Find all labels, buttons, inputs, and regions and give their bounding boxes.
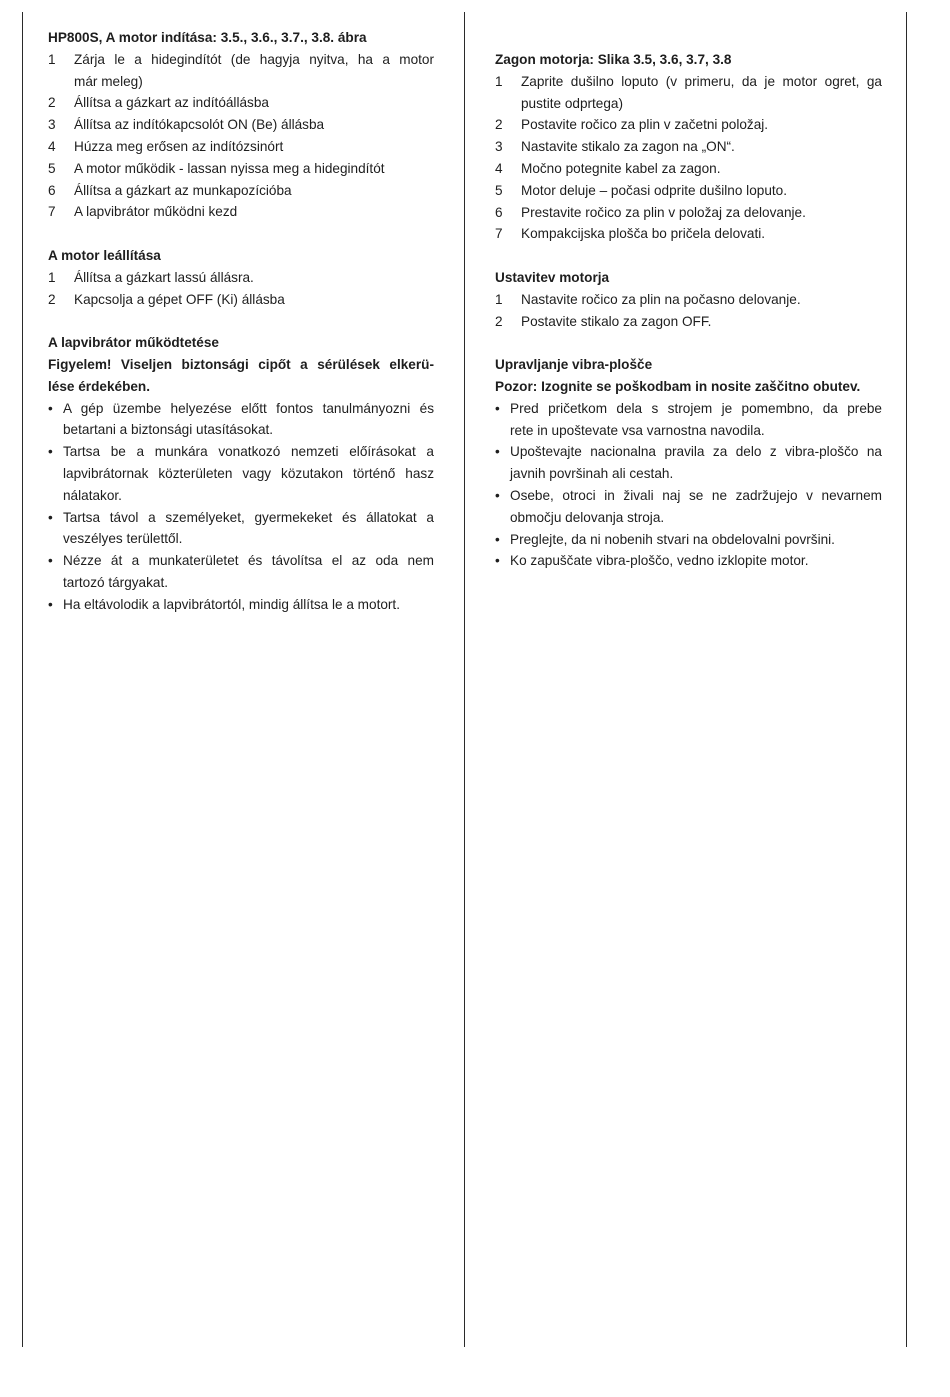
step-text — [74, 114, 434, 136]
step-text — [521, 71, 882, 115]
stop-steps-list — [495, 289, 882, 333]
step-number: 1 — [48, 269, 56, 285]
text-line: Motor deluje – počasi odprite dušilno loputo. — [521, 182, 788, 198]
bullet-item — [495, 550, 882, 572]
step-number: 4 — [48, 138, 56, 154]
text-line: Kapcsolja a gépet OFF (Ki) állásba — [74, 291, 285, 307]
text-line: A gép üzembe helyezése előtt fontos tanulmányozni és — [63, 400, 434, 416]
numbered-step — [495, 202, 882, 224]
center-divider-rule — [464, 12, 465, 1347]
bullet-text — [510, 441, 882, 485]
hungarian-column — [48, 27, 434, 616]
text-line: lapvibrátornak közterületen vagy közutakon történő hasz — [63, 465, 434, 481]
text-line: már meleg) — [74, 73, 143, 89]
text-line: pustite odprtega) — [521, 95, 624, 111]
start-steps-list — [495, 71, 882, 245]
step-number: 5 — [48, 160, 56, 176]
numbered-step — [495, 289, 882, 311]
text-line: Preglejte, da ni nobenih stvari na obdelovalni površini. — [510, 531, 835, 547]
safety-warning — [495, 376, 882, 398]
text-line: območju delovanja stroja. — [510, 509, 665, 525]
step-number: 1 — [48, 51, 56, 67]
bullet-item — [495, 398, 882, 442]
text-line: Zárja le a hidegindítót (de hagyja nyitva, ha a motor — [74, 51, 434, 67]
numbered-step — [48, 158, 434, 180]
text-line: Pred pričetkom dela s strojem je pomembno, da prebe — [510, 400, 882, 416]
text-line: Ko zapuščate vibra-ploščo, vedno izklopite motor. — [510, 553, 809, 569]
safety-warning — [48, 354, 434, 398]
text-line: Állítsa a gázkart az munkapozícióba — [74, 182, 292, 198]
bullet-marker: • — [495, 487, 500, 503]
step-text — [521, 158, 882, 180]
text-line: rete in upoštevate vsa varnostna navodila. — [510, 422, 765, 438]
safety-warning-line: Pozor: Izognite se poškodbam in nosite zaščitno obutev. — [495, 378, 861, 394]
bullet-text — [63, 507, 434, 551]
text-line: Postavite ročico za plin v začetni položaj. — [521, 117, 769, 133]
step-number: 2 — [495, 117, 503, 133]
step-number: 7 — [48, 204, 56, 220]
step-text — [74, 136, 434, 158]
text-line: A motor működik - lassan nyissa meg a hidegindítót — [74, 160, 385, 176]
safety-bullets-list — [495, 398, 882, 572]
left-border-rule — [22, 12, 23, 1347]
text-line: tartozó tárgyakat. — [63, 574, 169, 590]
text-line: Tartsa be a munkára vonatkozó nemzeti előírásokat a — [63, 444, 434, 460]
text-line: Állítsa az indítókapcsolót ON (Be) állásba — [74, 117, 325, 133]
slovenian-column — [495, 49, 882, 572]
text-line: Tartsa távol a személyeket, gyermekeket és állatokat a — [63, 509, 434, 525]
text-line: betartani a biztonsági utasításokat. — [63, 422, 274, 438]
text-line: veszélyes területtől. — [63, 531, 183, 547]
bullet-item — [495, 529, 882, 551]
numbered-step — [495, 311, 882, 333]
bullet-text — [63, 594, 434, 616]
numbered-step — [48, 201, 434, 223]
numbered-step — [48, 267, 434, 289]
numbered-step — [495, 136, 882, 158]
bullet-item — [48, 507, 434, 551]
text-line: Močno potegnite kabel za zagon. — [521, 160, 721, 176]
operate-heading: Upravljanje vibra-plošče — [495, 357, 653, 373]
text-line: Ha eltávolodik a lapvibrátortól, mindig állítsa le a motort. — [63, 596, 400, 612]
step-number: 6 — [495, 204, 503, 220]
text-line: Állítsa a gázkart lassú állásra. — [74, 269, 254, 285]
bullet-item — [48, 441, 434, 506]
bullet-marker: • — [48, 444, 53, 460]
step-text — [74, 267, 434, 289]
step-text — [521, 223, 882, 245]
step-number: 1 — [495, 291, 503, 307]
numbered-step — [48, 289, 434, 311]
numbered-step — [48, 180, 434, 202]
numbered-step — [48, 49, 434, 93]
step-text — [521, 289, 882, 311]
text-line: nálatakor. — [63, 487, 122, 503]
text-line: Nézze át a munkaterületet és távolítsa el az oda nem — [63, 553, 434, 569]
bullet-marker: • — [48, 596, 53, 612]
step-number: 2 — [48, 95, 56, 111]
text-line: Állítsa a gázkart az indítóállásba — [74, 95, 269, 111]
start-heading: Zagon motorja: Slika 3.5, 3.6, 3.7, 3.8 — [495, 52, 732, 67]
stop-heading: A motor leállítása — [48, 247, 161, 263]
bullet-text — [63, 398, 434, 442]
step-text — [521, 202, 882, 224]
text-line: Húzza meg erősen az indítózsinórt — [74, 138, 284, 154]
bullet-text — [510, 485, 882, 529]
step-number: 3 — [48, 117, 56, 133]
bullet-item — [48, 594, 434, 616]
step-number: 4 — [495, 160, 503, 176]
numbered-step — [495, 71, 882, 115]
bullet-text — [510, 550, 882, 572]
text-line: Nastavite ročico za plin na počasno delovanje. — [521, 291, 801, 307]
step-text — [521, 180, 882, 202]
bullet-text — [63, 550, 434, 594]
safety-warning-line: lése érdekében. — [48, 378, 151, 394]
start-heading: HP800S, A motor indítása: 3.5., 3.6., 3.7., 3.8. ábra — [48, 30, 367, 45]
step-text — [74, 158, 434, 180]
numbered-step — [48, 92, 434, 114]
numbered-step — [495, 114, 882, 136]
text-line: javnih površinah ali cestah. — [510, 466, 674, 482]
step-number: 2 — [48, 291, 56, 307]
numbered-step — [495, 180, 882, 202]
numbered-step — [48, 136, 434, 158]
bullet-text — [510, 398, 882, 442]
stop-steps-list — [48, 267, 434, 311]
bullet-marker: • — [48, 400, 53, 416]
step-text — [74, 201, 434, 223]
bullet-marker: • — [495, 531, 500, 547]
step-text — [74, 49, 434, 93]
text-line: A lapvibrátor működni kezd — [74, 204, 238, 220]
bullet-marker: • — [495, 444, 500, 460]
step-number: 6 — [48, 182, 56, 198]
bullet-marker: • — [495, 400, 500, 416]
step-text — [521, 136, 882, 158]
text-line: Postavite stikalo za zagon OFF. — [521, 313, 712, 329]
text-line: Zaprite dušilno loputo (v primeru, da je motor ogret, ga — [521, 73, 882, 89]
bullet-text — [510, 529, 882, 551]
step-number: 7 — [495, 226, 503, 242]
step-number: 2 — [495, 313, 503, 329]
step-number: 1 — [495, 73, 503, 89]
stop-heading: Ustavitev motorja — [495, 269, 610, 285]
operate-heading: A lapvibrátor működtetése — [48, 335, 219, 351]
bullet-item — [495, 441, 882, 485]
step-text — [521, 311, 882, 333]
right-border-rule — [906, 12, 907, 1347]
step-number: 5 — [495, 182, 503, 198]
bullet-item — [48, 550, 434, 594]
numbered-step — [48, 114, 434, 136]
numbered-step — [495, 223, 882, 245]
step-text — [74, 92, 434, 114]
text-line: Upoštevajte nacionalna pravila za delo z vibra-ploščo na — [510, 444, 882, 460]
start-steps-list — [48, 49, 434, 223]
text-line: Nastavite stikalo za zagon na „ON“. — [521, 139, 735, 155]
step-number: 3 — [495, 139, 503, 155]
bullet-marker: • — [48, 553, 53, 569]
bullet-text — [63, 441, 434, 506]
bullet-marker: • — [48, 509, 53, 525]
bullet-marker: • — [495, 553, 500, 569]
bullet-item — [48, 398, 434, 442]
safety-warning-line: Figyelem! Viseljen biztonsági cipőt a sérülések elkerü- — [48, 356, 434, 372]
bullet-item — [495, 485, 882, 529]
safety-bullets-list — [48, 398, 434, 616]
numbered-step — [495, 158, 882, 180]
text-line: Prestavite ročico za plin v položaj za delovanje. — [521, 204, 806, 220]
text-line: Kompakcijska plošča bo pričela delovati. — [521, 226, 766, 242]
step-text — [74, 180, 434, 202]
text-line: Osebe, otroci in živali naj se ne zadržujejo v nevarnem — [510, 487, 882, 503]
step-text — [521, 114, 882, 136]
step-text — [74, 289, 434, 311]
